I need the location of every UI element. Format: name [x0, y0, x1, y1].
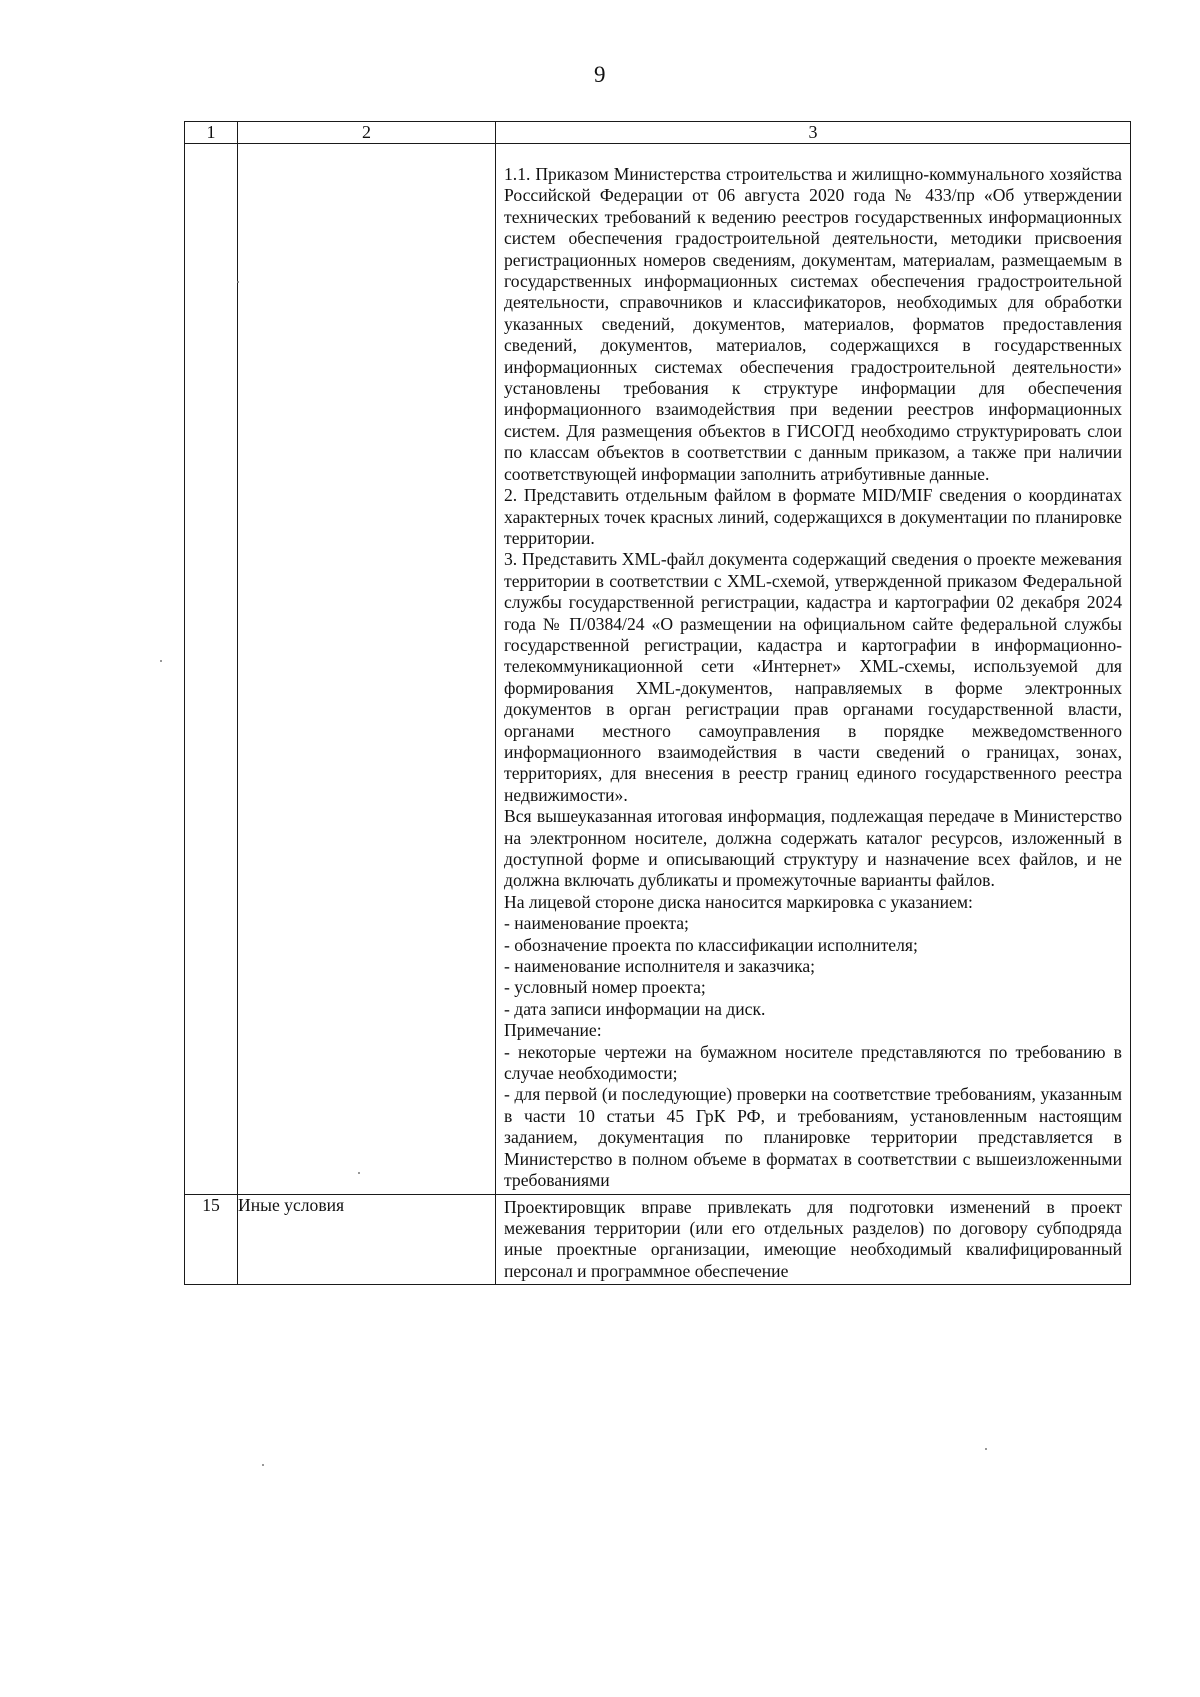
scan-speck — [985, 1448, 987, 1450]
note-item: - для первой (и последующие) проверки на соответствие требованиям, указанным в части 10 статьи 45 ГрК РФ, и требованиям, установленным настоящим заданием, документация по планировке территории представляется в Министерство в полном объеме в форматах в соответствии с вышеизложенными требованиями — [504, 1084, 1122, 1191]
list-item: - условный номер проекта; — [504, 977, 706, 998]
scan-speck — [262, 1464, 264, 1466]
header-col-3: 3 — [496, 122, 1131, 144]
table-row-continuation — [185, 144, 1131, 1195]
scan-speck — [237, 281, 239, 283]
requirements-table — [184, 121, 1131, 1285]
row-name-cell — [238, 144, 496, 1195]
row-15-name: Иные условия — [238, 1194, 496, 1285]
row-15-text: Проектировщик вправе привлекать для подготовки изменений в проект межевания территории (или его отдельных разделов) по договору субподряда иные проектные организации, имеющие необходимый квалифицированный персонал и программное обеспечение — [504, 1196, 1122, 1281]
paragraph-mid-mif: 2. Представить отдельным файлом в формате MID/MIF сведения о координатах характерных точек красных линий, содержащихся в документации по планировке территории. — [504, 485, 1122, 548]
table-row-15 — [185, 1194, 1131, 1285]
paragraph-disk-marking: На лицевой стороне диска наносится маркировка с указанием: — [504, 891, 973, 912]
scan-speck — [358, 1172, 360, 1174]
note-item: - некоторые чертежи на бумажном носителе представляются по требованию в случае необходимости; — [504, 1041, 1122, 1084]
list-item: - наименование проекта; — [504, 913, 689, 934]
header-col-1: 1 — [185, 122, 238, 144]
list-item: - дата записи информации на диск. — [504, 998, 766, 1019]
table-header-row — [185, 122, 1131, 144]
paragraph-xml-file: 3. Представить XML-файл документа содержащий сведения о проекте межевания территории в соответствии с XML-схемой, утвержденной приказом Федеральной службы государственной регистрации, кадастра и картографии 02 декабря 2024 года № П/0384/24 «О размещении на официальном сайте федеральной службы государственной регистрации, кадастра и картографии в информационно-телекоммуникационной сети «Интернет» XML-схемы, используемой для формирования XML-документов, направляемых в форме электронных документов в орган регистрации прав органами государственной власти, органами местного самоуправления в порядке межведомственного информационного взаимодействия в части сведений о границах, зонах, территориях, для внесения в реестр границ единого государственного реестра недвижимости». — [504, 549, 1122, 805]
row-15-number: 15 — [185, 1194, 238, 1285]
list-item: - обозначение проекта по классификации исполнителя; — [504, 934, 918, 955]
paragraph-final-info: Вся вышеуказанная итоговая информация, подлежащая передаче в Министерство на электронном носителе, должна содержать каталог ресурсов, изложенный в доступной форме и описывающий структуру и назначение всех файлов, и не должна включать дубликаты и промежуточные варианты файлов. — [504, 806, 1122, 891]
note-heading: Примечание: — [504, 1020, 602, 1041]
page-number: 9 — [594, 62, 606, 87]
header-col-2: 2 — [238, 122, 496, 144]
paragraph-order-433: 1.1. Приказом Министерства строительства и жилищно-коммунального хозяйства Российской Федерации от 06 августа 2020 года № 433/пр «Об утверждении технических требований к ведению реестров государственных информационных систем обеспечения градостроительной деятельности, методики присвоения регистрационных номеров сведениям, документам, материалам, размещаемым в государственных информационных системах обеспечения градостроительной деятельности, справочников и классификаторов, необходимых для обработки указанных сведений, документов, материалов, форматов предоставления сведений, документов, материалов, содержащихся в государственных информационных системах обеспечения градостроительной деятельности» установлены требования к структуре информации для обеспечения информационного взаимодействия при ведении реестров информационных систем. Для размещения объектов в ГИСОГД необходимо структурировать слои по классам объектов в соответствии с данным приказом, а также при наличии соответствующей информации заполнить атрибутивные данные. — [504, 164, 1122, 484]
row-number-cell — [185, 144, 238, 1195]
row-content-cell — [496, 144, 1131, 1195]
list-item: - наименование исполнителя и заказчика; — [504, 956, 816, 977]
scan-speck — [160, 660, 162, 662]
row-15-content — [496, 1194, 1131, 1285]
